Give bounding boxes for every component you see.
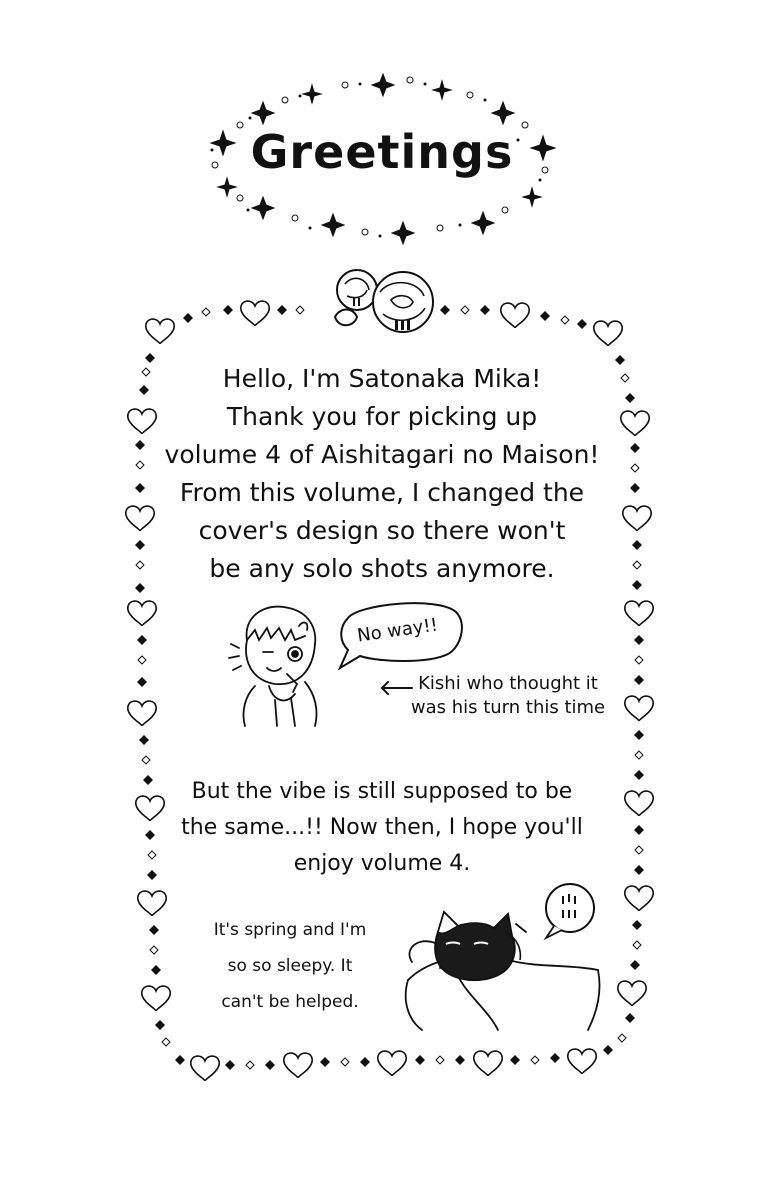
caption-line: was his turn this time (410, 697, 606, 718)
note-line: can't be helped. (221, 992, 359, 1012)
caption-line: Kishi who thought it (418, 673, 598, 694)
outro-line: enjoy volume 4. (293, 851, 471, 876)
outro-line: the same...!! Now then, I hope you'll (181, 815, 583, 840)
intro-line: Thank you for picking up (226, 402, 538, 431)
intro-line: Hello, I'm Satonaka Mika! (222, 364, 542, 393)
intro-paragraph (0, 360, 764, 588)
kishi-caption (388, 672, 628, 720)
page-title: Greetings (250, 125, 514, 179)
camellia-flower-icon (325, 262, 445, 342)
kishi-character-illustration (225, 600, 335, 730)
intro-line: be any solo shots anymore. (209, 554, 555, 583)
thought-bubble (540, 880, 600, 940)
intro-line: From this volume, I changed the (179, 478, 585, 507)
outro-paragraph (0, 774, 764, 882)
sleepy-note (195, 912, 385, 1020)
note-line: It's spring and I'm (213, 920, 367, 940)
outro-line: But the vibe is still supposed to be (191, 779, 573, 804)
intro-line: cover's design so there won't (198, 516, 566, 545)
speech-bubble-text: No way!! (355, 614, 440, 647)
note-line: so so sleepy. It (227, 956, 353, 976)
intro-line: volume 4 of Aishitagari no Maison! (164, 440, 600, 469)
